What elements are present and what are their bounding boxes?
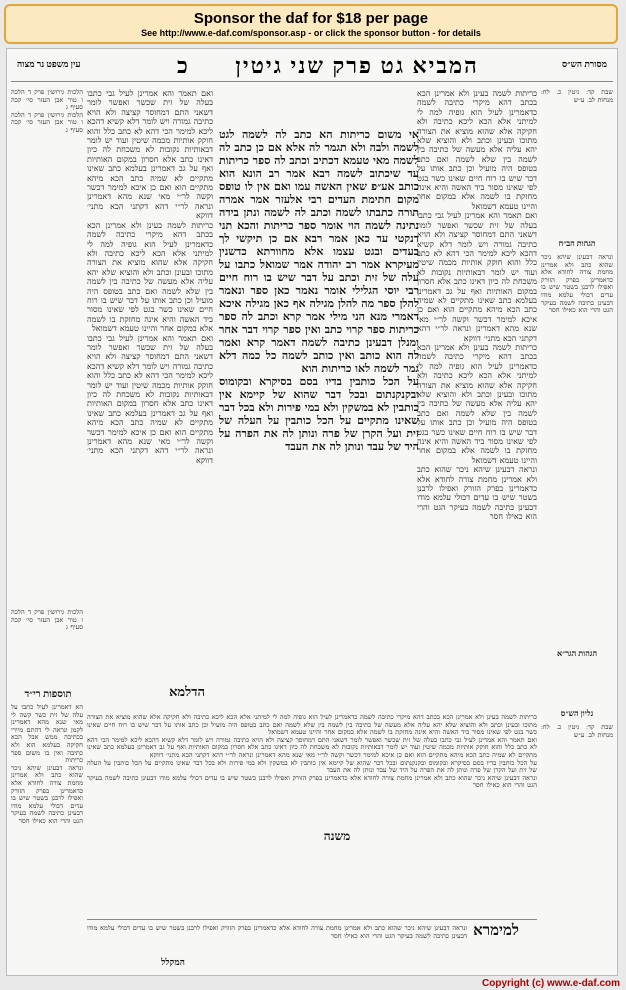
label-hagahot-hagra: הגהות הגר״א [556, 649, 598, 658]
margin-notes-text: הלכות גירושין פרק ד הלכה ו טור אבן העזר סי׳ קכה סעיף ג [11, 609, 83, 632]
sponsor-title: Sponsor the daf for $18 per page [193, 10, 429, 27]
rashi-text: כריתות לשמה בעינן ולא אמרינן הכא בכתב דהא מיקרי כתיבה לשמה כדאמרינן לעיל הוא גופיה למה לי למיתני אלא הכא ליכא כתיבה ולא חקיקה אלא שהוא מוציא את הצורה מתוכו ובעינן וכתב ולא והוציא שלא יהא עליה אלא מעשה של כתיבה בין לשמה בין שלא לשמה ואם כתב בטופס היה מועיל וכן כתב אותו על דבר שיש בו רוח חיים שאינו כשר בגט לפי שאינו מסור ביד האשה והיא אינה מחזקת בו לשמה אלא במקום אחר והיינו טעמא דשמואל [417, 342, 537, 465]
sponsor-subtitle: See http://www.e-daf.com/sponsor.asp - or click the sponsor button - for details [141, 28, 481, 38]
bottom-rule [87, 919, 537, 920]
tosafot-rid-column [11, 704, 83, 964]
tosafot-text: ואם תאמר והא אמרינן לעיל גבי כתבו בעלה של זית שכשר ואפשר לומר דשאני התם דמחוסר קציצה ולא הויא כתיבה גמורה ויש לומר דלא קשיא דהכא ליכא למימר הכי דהא לא כתב כלל והוא חוקק אותיות מכמה שיטין ועוד יש לומר דבאותיות נקובות לא משכחת לה כיון דאינו כתב אלא חסרון במקום האותיות ואף על גב דאמרינן בעלמא כתב שאינו מתקיים לא שמיה כתב הכא מיהא מתקיים הוא ואם כן איכא למימר דכשר וקשה לר״י מאי שנא מהא דאמרינן ונראה לר״י דהא דקתני הכא מתני׳ דווקא [87, 89, 213, 221]
label-mishna: משנה [323, 829, 351, 843]
copyright-footer: Copyright (c) www.e-daf.com [482, 978, 620, 989]
margin-notes-right-2 [541, 254, 613, 634]
label-hameklel: המקלל [161, 957, 185, 967]
sponsor-banner[interactable] [4, 4, 618, 44]
rashi-text: ונראה דבעינן שיהא ניכר שהוא כתב ולא אמרינן מחמת צורה לחודא אלא כדאמרינן בפרק הזורק ואפילו לרבנן בשטר שיש בו עדים דכולי עלמא מודו דבעינן כתיבה לשמה בעיקר הגט והרי הוא כאילו חסר [417, 465, 537, 522]
rashi-text: ואם תאמר והא אמרינן לעיל גבי כתבו בעלה של זית שכשר ואפשר לומר דשאני התם דמחוסר קציצה ולא הויא כתיבה גמורה ויש לומר דלא קשיא דהכא ליכא למימר הכי דהא לא כתב כלל והוא חוקק אותיות מכמה שיטין ועוד יש לומר דבאותיות נקובות לא משכחת לה כיון דאינו כתב אלא חסרון במקום האותיות ואף על גב דאמרינן בעלמא כתב שאינו מתקיים לא שמיה כתב הכא מיהא מתקיים הוא ואם כן איכא למימר דכשר וקשה לר״י מאי שנא מהא דאמרינן ונראה לר״י דהא דקתני הכא מתני׳ דווקא [417, 211, 537, 343]
bottom-notes-text: ונראה דבעינן שיהא ניכר שהוא כתב ולא אמרינן מחמת צורה לחודא אלא כדאמרינן בפרק הזורק ואפילו לרבנן בשטר שיש בו עדים דכולי עלמא מודו דבעינן כתיבה לשמה בעיקר הגט והרי הוא כאילו חסר [87, 925, 467, 940]
lower-commentary-text: ונראה דבעינן שיהא ניכר שהוא כתב ולא אמרינן מחמת צורה לחודא אלא כדאמרינן בפרק הזורק ואפילו לרבנן בשטר שיש בו עדים דכולי עלמא מודו דבעינן כתיבה לשמה בעיקר הגט והרי הוא כאילו חסר [87, 774, 537, 790]
margin-notes-text: שבת קד: גיטין כ. לח: מנחות לב. ע״ש [541, 89, 613, 104]
gemara-main [219, 129, 419, 719]
margin-notes-text: הלכות גירושין פרק ד הלכה ו טור אבן העזר סי׳ קכה סעיף ג [11, 89, 83, 112]
label-halema: הדלמא [169, 684, 205, 699]
label-gilyon-hashas: גליון הש״ס [560, 709, 594, 718]
tosafot-rid-text: הא דאמרינן לעיל כתבו על עלה של זית כשר קשה לי מאי שנא מהא דאמרינן לקמן ונראה לי דהתם מיירי בכתיבה ממש אבל הכא חקיקה בעלמא הוא ולא כתיבה ואין בו משום ספר כריתות [11, 704, 83, 765]
header-rule [11, 81, 613, 82]
gemara-text: אי משום כריתות הא כתב לה לשמה לגט לשמה ולבה ולא תגמר לה אלא אם כן כתב לה לשמה מאי טעמא דכתיב וכתב לה ספר כריתות עד שיכתוב לשמה רבא אמר רב הונא הוא כותב אע״פ שאין האשה עמו ואם אין לו טופס מקום חתימת העדים רבי אלעזר אמר אמרה תורה כתבתו לשמה וכתב לה לשמה ונתן בידה נתינה לשמה הוי אומר ספר כריתות והכא תני דנקטי עד כאן אמר רבא אם כן תיקשי לך בעדים ובגט עצמו אלא מחוורתא כדשנין מעיקרא אמר רב יהודה אמר שמואל כתבו על עלה של זית וכתב על דבר שיש בו רוח חיים רבי יוסי הגלילי אומר נאמר כאן ספר ונאמר להלן ספר מה להלן מגילה אף כאן מגילה איכא דאמרי מנא הני מילי אמר קרא וכתב לה ספר כריתות ספר קרוי כתב ואין ספר קרוי דבר אחר ומנלן דבעינן כתיבה לשמה דאמר קרא ואמר לה הוא כותב ואין כותב לשמה כל כמה דלא גמר לשמה לאו כריתות הוא [219, 129, 419, 375]
lower-commentary-text: ואם תאמר והא אמרינן לעיל גבי כתבו בעלה של זית שכשר ואפשר לומר דשאני התם דמחוסר קציצה ולא הויא כתיבה גמורה ויש לומר דלא קשיא דהכא ליכא למימר הכי דהא לא כתב כלל והוא חוקק אותיות מכמה שיטין ועוד יש לומר דבאותיות נקובות לא משכחת לה כיון דאינו כתב אלא חסרון במקום האותיות ואף על גב דאמרינן בעלמא כתב שאינו מתקיים לא שמיה כתב הכא מיהא מתקיים הוא ואם כן איכא למימר דכשר וקשה לר״י מאי שנא מהא דאמרינן ונראה לר״י דהא דקתני הכא מתני׳ דווקא [87, 736, 537, 759]
margin-notes-right [541, 89, 613, 229]
page-title: המביא גט פרק שני גיטין [235, 53, 479, 78]
rashi-text: כריתות לשמה בעינן ולא אמרינן הכא בכתב דהא מיקרי כתיבה לשמה כדאמרינן לעיל הוא גופיה למה לי למיתני אלא הכא ליכא כתיבה ולא חקיקה אלא שהוא מוציא את הצורה מתוכו ובעינן וכתב ולא והוציא שלא יהא עליה אלא מעשה של כתיבה בין לשמה בין שלא לשמה ואם כתב בטופס היה מועיל וכן כתב אותו על דבר שיש בו רוח חיים שאינו כשר בגט לפי שאינו מסור ביד האשה והיא אינה מחזקת בו לשמה אלא במקום אחר והיינו טעמא דשמואל [417, 89, 537, 211]
margin-notes-text: הלכות גירושין פרק ד הלכה ו טור אבן העזר סי׳ קכה סעיף ג [11, 111, 83, 134]
page-letter: כ [177, 53, 188, 78]
label-hamigra: למימרא [473, 923, 519, 939]
lower-commentary-text: כריתות לשמה בעינן ולא אמרינן הכא בכתב דהא מיקרי כתיבה לשמה כדאמרינן לעיל הוא גופיה למה לי למיתני אלא הכא ליכא כתיבה ולא חקיקה אלא שהוא מוציא את הצורה מתוכו ובעינן וכתב ולא והוציא שלא יהא עליה אלא מעשה של כתיבה בין לשמה בין שלא לשמה ואם כתב בטופס היה מועיל וכן כתב אותו על דבר שיש בו רוח חיים שאינו כשר בגט לפי שאינו מסור ביד האשה והיא אינה מחזקת בו לשמה אלא במקום אחר והיינו טעמא דשמואל [87, 714, 537, 737]
right-header: מסורת הש״ס [561, 59, 607, 69]
lower-commentary [87, 714, 537, 914]
tosafot-column [87, 89, 213, 689]
label-hagahot-habach: הגהות הב״ח [558, 239, 596, 248]
tosafot-text: כריתות לשמה בעינן ולא אמרינן הכא בכתב דהא מיקרי כתיבה לשמה כדאמרינן לעיל הוא גופיה למה לי למיתני אלא הכא ליכא כתיבה ולא חקיקה אלא שהוא מוציא את הצורה מתוכו ובעינן וכתב ולא והוציא שלא יהא עליה אלא מעשה של כתיבה בין לשמה בין שלא לשמה ואם כתב בטופס היה מועיל וכן כתב אותו על דבר שיש בו רוח חיים שאינו כשר בגט לפי שאינו מסור ביד האשה והיא אינה מחזקת בו לשמה אלא במקום אחר והיינו טעמא דשמואל [87, 220, 213, 334]
margin-notes-right-3 [541, 724, 613, 924]
bottom-notes [87, 925, 467, 955]
label-tosafot-rid: תוספות רי״ד [24, 689, 72, 700]
margin-notes-text: שבת קד: גיטין כ. לח: מנחות לב. ע״ש [541, 724, 613, 739]
left-header: עין משפט נר מצוה [17, 59, 81, 69]
talmud-page [6, 48, 618, 976]
gemara-text: על הכל כותבין בדיו בסם בסיקרא ובקומוס ובקנקנתום ובכל דבר שהוא של קיימא אין כותבין לא במשקין ולא במי פירות ולא בכל דבר שאינו מתקיים על הכל כותבין על העלה של זית ועל הקרן של פרה ונותן לה את הפרה על היד של עבד ונותן לה את העבד [219, 376, 419, 453]
tosafot-rid-text: ונראה דבעינן שיהא ניכר שהוא כתב ולא אמרינן מחמת צורה לחודא אלא כדאמרינן בפרק הזורק ואפילו לרבנן בשטר שיש בו עדים דכולי עלמא מודו דבעינן כתיבה לשמה בעיקר הגט והרי הוא כאילו חסר [11, 764, 83, 825]
margin-notes-text: ונראה דבעינן שיהא ניכר שהוא כתב ולא אמרינן מחמת צורה לחודא אלא כדאמרינן בפרק הזורק ואפילו לרבנן בשטר שיש בו עדים דכולי עלמא מודו דבעינן כתיבה לשמה בעיקר הגט והרי הוא כאילו חסר [541, 254, 613, 315]
lower-commentary-text: על הכל כותבין בדיו בסם בסיקרא ובקומוס ובקנקנתום ובכל דבר שהוא של קיימא אין כותבין לא במשקין ולא במי פירות ולא בכל דבר שאינו מתקיים על הכל כותבין על העלה של זית ועל הקרן של פרה ונותן לה את הפרה על היד של עבד ונותן לה את העבד [87, 759, 537, 775]
margin-notes-left-2 [11, 609, 83, 679]
tosafot-text: ואם תאמר והא אמרינן לעיל גבי כתבו בעלה של זית שכשר ואפשר לומר דשאני התם דמחוסר קציצה ולא הויא כתיבה גמורה ויש לומר דלא קשיא דהכא ליכא למימר הכי דהא לא כתב כלל והוא חוקק אותיות מכמה שיטין ועוד יש לומר דבאותיות נקובות לא משכחת לה כיון דאינו כתב אלא חסרון במקום האותיות ואף על גב דאמרינן בעלמא כתב שאינו מתקיים לא שמיה כתב הכא מיהא מתקיים הוא ואם כן איכא למימר דכשר וקשה לר״י מאי שנא מהא דאמרינן ונראה לר״י דהא דקתני הכא מתני׳ דווקא [87, 333, 213, 465]
margin-notes-left [11, 89, 83, 339]
rashi-column [417, 89, 537, 689]
